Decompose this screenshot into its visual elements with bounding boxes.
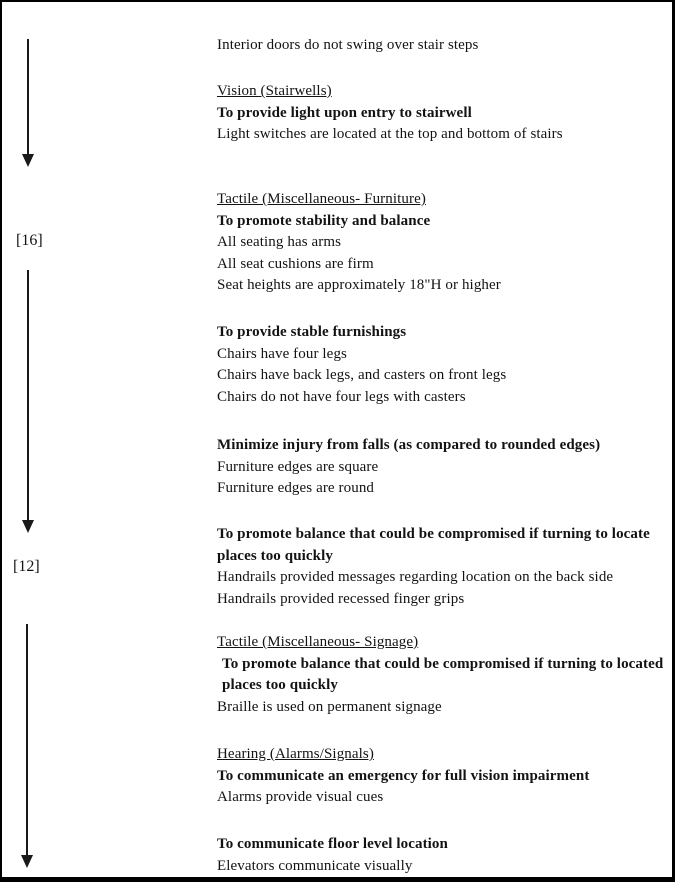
arrow-shaft [27, 39, 29, 157]
body-line: Chairs have four legs [217, 345, 347, 362]
text-block [217, 322, 666, 408]
goal-line: To communicate floor level location [217, 836, 448, 852]
goal-line: To communicate an emergency for full vision impairment [217, 767, 590, 784]
margin-count-label: [16] [16, 232, 43, 249]
section-heading: Tactile (Miscellaneous- Signage) [217, 634, 419, 650]
body-line: Interior doors do not swing over stair steps [217, 37, 479, 53]
body-line: Chairs have back legs, and casters on front legs [217, 367, 507, 383]
body-line: Light switches are located at the top and bottom of stairs [217, 126, 563, 142]
body-line: Seat heights are approximately 18"H or higher [217, 277, 501, 293]
section-heading: Tactile (Miscellaneous- Furniture) [217, 191, 426, 207]
goal-line: places too quickly [222, 677, 338, 693]
text-block [217, 189, 666, 297]
body-line: Elevators communicate visually [217, 857, 413, 874]
arrow-head-icon [22, 154, 34, 167]
goal-line: To promote stability and balance [217, 212, 431, 229]
body-line: All seat cushions are firm [217, 255, 374, 272]
goal-line: places too quickly [217, 547, 333, 564]
text-block [217, 81, 666, 146]
body-line: Handrails provided messages regarding location on the back side [217, 569, 614, 585]
text-block [217, 744, 666, 809]
text-block [217, 632, 666, 718]
arrow-head-icon [22, 520, 34, 533]
body-line: Chairs do not have four legs with casters [217, 388, 466, 405]
text-block [217, 524, 666, 610]
goal-line: To promote balance that could be compromised if turning to located [222, 655, 664, 672]
down-arrow [21, 39, 34, 167]
goal-line: To provide light upon entry to stairwell [217, 104, 472, 121]
down-arrow [21, 270, 34, 533]
body-line: All seating has arms [217, 234, 342, 250]
goal-line: To promote balance that could be compromised if turning to locate [217, 526, 650, 542]
arrow-shaft [26, 624, 28, 858]
text-block [217, 834, 666, 877]
body-line: Alarms provide visual cues [217, 789, 384, 805]
goal-line: To provide stable furnishings [217, 324, 407, 340]
arrow-shaft [27, 270, 29, 523]
margin-count-label: [12] [13, 558, 40, 575]
body-line: Furniture edges are round [217, 480, 375, 496]
goal-line: Minimize injury from falls (as compared to rounded edges) [217, 437, 601, 453]
text-block [217, 35, 666, 57]
arrow-head-icon [21, 855, 33, 868]
body-line: Furniture edges are square [217, 458, 379, 475]
body-line: Handrails provided recessed finger grips [217, 590, 465, 607]
down-arrow [20, 624, 33, 868]
body-line: Braille is used on permanent signage [217, 698, 442, 715]
section-heading: Vision (Stairwells) [217, 83, 332, 99]
section-heading: Hearing (Alarms/Signals) [217, 746, 374, 762]
text-block [217, 435, 666, 500]
